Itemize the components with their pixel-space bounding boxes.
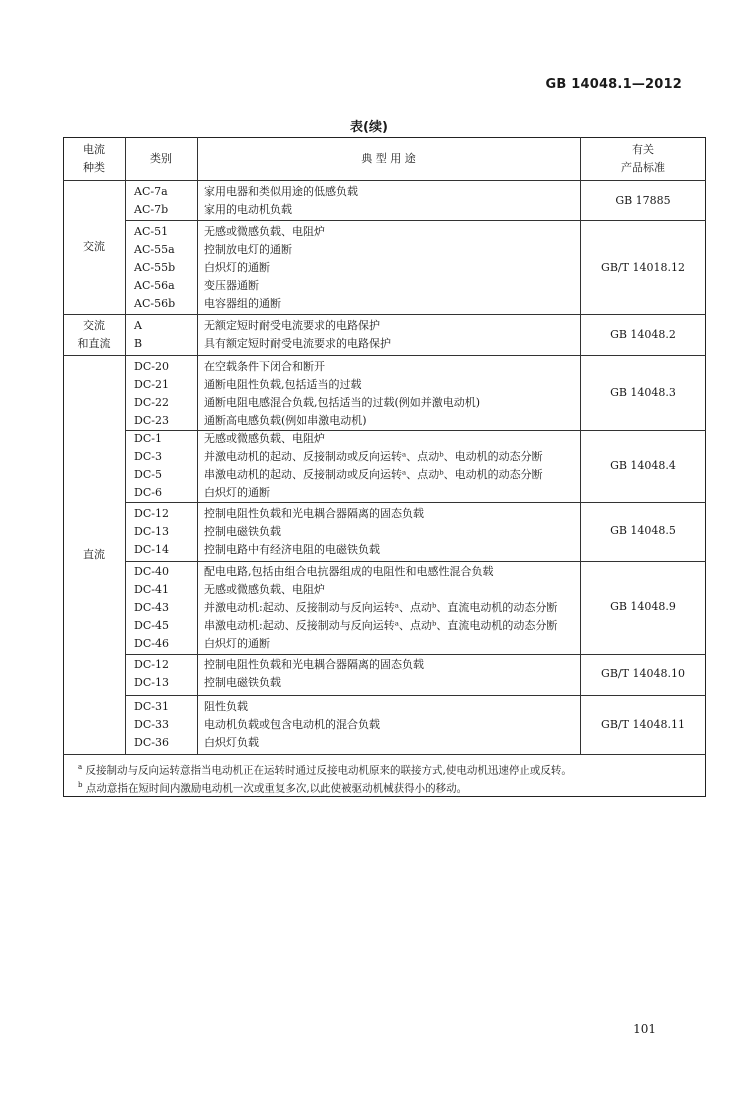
col-divider-3 (580, 137, 581, 754)
category-codes: DC-12 DC-13 (134, 658, 169, 689)
rule-block-8 (125, 695, 706, 696)
rule-block-1 (125, 220, 706, 221)
footnote-text: 点动意指在短时间内激励电动机一次或重复多次,以此使被驱动机械获得小的移动。 (85, 782, 468, 795)
related-standard: GB 14048.5 (610, 524, 676, 537)
rule-group-2 (63, 355, 706, 356)
related-standard: GB/T 14048.10 (601, 667, 685, 680)
typical-uses: 阻性负载 电动机负载或包含电动机的混合负载 白炽灯负载 (204, 700, 380, 749)
table-title: 表(续) (350, 120, 388, 135)
category-codes: DC-40 DC-41 DC-43 DC-45 DC-46 (134, 565, 169, 650)
rule-header-bottom (63, 180, 706, 181)
related-standard: GB 17885 (615, 194, 671, 207)
related-standard: GB 14048.9 (610, 600, 676, 613)
typical-uses: 在空载条件下闭合和断开 通断电阻性负载,包括适当的过载 通断电阻电感混合负载,包括适当的过载(例如并激电动机) 通断高电感负载(例如串激电动机) (204, 360, 481, 427)
typical-uses: 无感或微感负载、电阻炉 并激电动机的起动、反接制动或反向运转ᵃ、点动ᵇ、电动机的动态分断 串激电动机的起动、反接制动或反向运转ᵃ、点动ᵇ、电动机的动态分断 白炽灯的通断 (204, 432, 543, 499)
rule-table-bottom (63, 754, 706, 755)
typical-uses: 家用电器和类似用途的低感负载 家用的电动机负载 (204, 185, 358, 216)
col-divider-2 (197, 137, 198, 754)
category-codes: DC-20 DC-21 DC-22 DC-23 (134, 360, 169, 427)
related-standard: GB 14048.3 (610, 386, 676, 399)
typical-uses: 控制电阻性负载和光电耦合器隔离的固态负载 控制电磁铁负载 控制电路中有经济电阻的电磁铁负载 (204, 507, 424, 556)
rule-block-5 (125, 502, 706, 503)
typical-uses: 控制电阻性负载和光电耦合器隔离的固态负载 控制电磁铁负载 (204, 658, 424, 689)
related-standard: GB/T 14048.11 (601, 718, 685, 731)
category-codes: DC-1 DC-3 DC-5 DC-6 (134, 432, 162, 499)
page-number: 101 (633, 1022, 656, 1036)
header-standard: 有关 产品标准 (621, 143, 665, 174)
category-codes: AC-51 AC-55a AC-55b AC-56a AC-56b (134, 225, 176, 310)
group-label-ac: 交流 (83, 240, 105, 253)
category-codes: DC-12 DC-13 DC-14 (134, 507, 169, 556)
typical-uses: 无感或微感负载、电阻炉 控制放电灯的通断 白炽灯的通断 变压器通断 电容器组的通断 (204, 225, 325, 310)
related-standard: GB/T 14018.12 (601, 261, 685, 274)
group-label-dc: 直流 (83, 548, 105, 561)
typical-uses: 配电电路,包括由组合电抗器组成的电阻性和电感性混合负载 无感或微感负载、电阻炉 并激电动机:起动、反接制动与反向运转ᵃ、点动ᵇ、直流电动机的动态分断 串激电动机:起动、反接制动与反向运转ᵃ、点动ᵇ、直流电动机的动态分断 白炽灯的通断 (204, 565, 558, 650)
rule-block-7 (125, 654, 706, 655)
footnote-mark: a (78, 763, 83, 771)
col-divider-1 (125, 137, 126, 754)
header-category: 类别 (150, 152, 172, 165)
typical-uses: 无额定短时耐受电流要求的电路保护 具有额定短时耐受电流要求的电路保护 (204, 319, 391, 350)
standard-code: GB 14048.1—2012 (545, 77, 682, 92)
related-standard: GB 14048.4 (610, 459, 676, 472)
rule-block-6 (125, 561, 706, 562)
footnote-b (78, 776, 467, 798)
group-label-ac-dc: 交流 和直流 (77, 319, 111, 350)
header-typical-use: 典 型 用 途 (361, 152, 416, 165)
category-codes: AC-7a AC-7b (134, 185, 169, 216)
category-codes: A B (134, 319, 143, 350)
rule-group-1 (63, 314, 706, 315)
header-current-type: 电流 种类 (83, 143, 105, 174)
footnote-text: 反接制动与反向运转意指当电动机正在运转时通过反接电动机原来的联接方式,使电动机迅速停止或反转。 (85, 764, 572, 777)
related-standard: GB 14048.2 (610, 328, 676, 341)
category-codes: DC-31 DC-33 DC-36 (134, 700, 169, 749)
footnote-mark: b (78, 781, 83, 789)
